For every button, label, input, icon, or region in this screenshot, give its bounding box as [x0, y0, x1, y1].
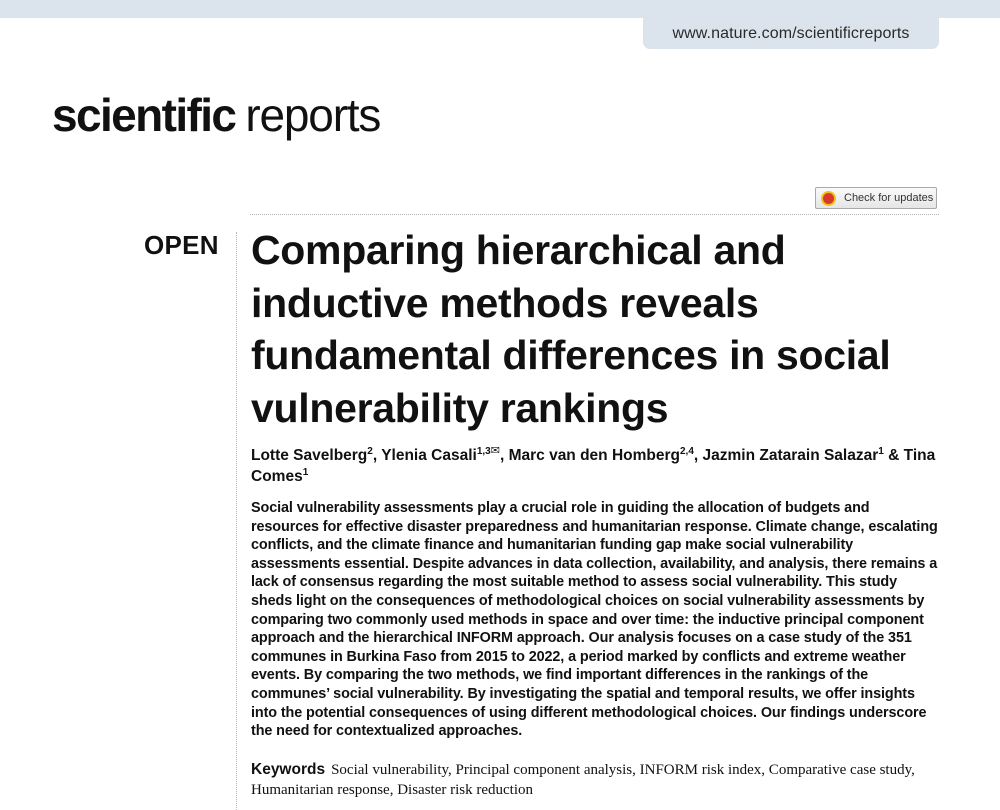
author-separator: ,	[499, 447, 509, 464]
keywords-section	[251, 760, 941, 800]
top-bar	[0, 0, 1000, 18]
author-affiliation: 1	[302, 467, 309, 478]
author-affiliation: 2	[367, 446, 373, 457]
author-separator: &	[883, 447, 904, 464]
author-list	[251, 441, 941, 487]
journal-name-light: reports	[245, 89, 381, 141]
envelope-icon[interactable]: ✉	[490, 445, 500, 457]
divider-left	[236, 232, 237, 810]
author-affiliation: 1	[878, 446, 884, 457]
author-name: Ylenia Casali	[381, 447, 477, 464]
author-affiliation: 2,4	[679, 446, 694, 457]
author-name: Tina Comes	[251, 447, 936, 485]
keywords-label: Keywords	[251, 761, 326, 778]
journal-url[interactable]: www.nature.com/scientificreports	[643, 18, 939, 49]
check-for-updates-button[interactable]	[815, 187, 937, 209]
author[interactable]	[381, 447, 500, 464]
author[interactable]	[703, 447, 884, 464]
open-access-label: OPEN	[144, 230, 219, 260]
author-separator: ,	[693, 447, 703, 464]
author-name: Lotte Savelberg	[251, 447, 368, 464]
journal-name-bold: scientific	[52, 89, 236, 141]
article-title: Comparing hierarchical and inductive methods reveals fundamental differences in social vulnerability rankings	[251, 227, 891, 431]
author-affiliation: 1,3	[476, 446, 491, 457]
divider-top	[250, 214, 939, 215]
author[interactable]	[251, 447, 373, 464]
author-name: Jazmin Zatarain Salazar	[702, 447, 879, 464]
crossmark-icon	[821, 191, 836, 206]
keywords-text: Social vulnerability, Principal component analysis, INFORM risk index, Comparative case study, Humanitarian response, Disaster risk reduction	[251, 762, 915, 798]
abstract: Social vulnerability assessments play a crucial role in guiding the allocation of budgets and resources for effective disaster preparedness and humanitarian response. Climate change, escalating conflicts, and the climate finance and humanitarian funding gap make social vulnerability assessments essential. Despite advances in data collection, availability, and analysis, there remains a lack of consensus regarding the most suitable method to assess social vulnerability. This study sheds light on the consequences of methodological choices on social vulnerability assessments by comparing two commonly used methods in space and over time: the inductive principal component approach and the hierarchical INFORM approach. Our analysis focuses on a case study of the 351 communes in Burkina Faso from 2015 to 2022, a period marked by conflicts and extreme weather events. By comparing the two methods, we find important differences in the rankings of the communes’ social vulnerability. By investigating the spatial and temporal results, we offer insights into the potential consequences of using different methodological choices. Our findings underscore the need for contextualized approaches.	[251, 500, 938, 740]
check-for-updates-label: Check for updates	[844, 192, 934, 204]
author[interactable]	[509, 447, 694, 464]
author-separator: ,	[372, 447, 382, 464]
journal-logo[interactable]	[52, 88, 380, 142]
author-name: Marc van den Homberg	[508, 447, 680, 464]
